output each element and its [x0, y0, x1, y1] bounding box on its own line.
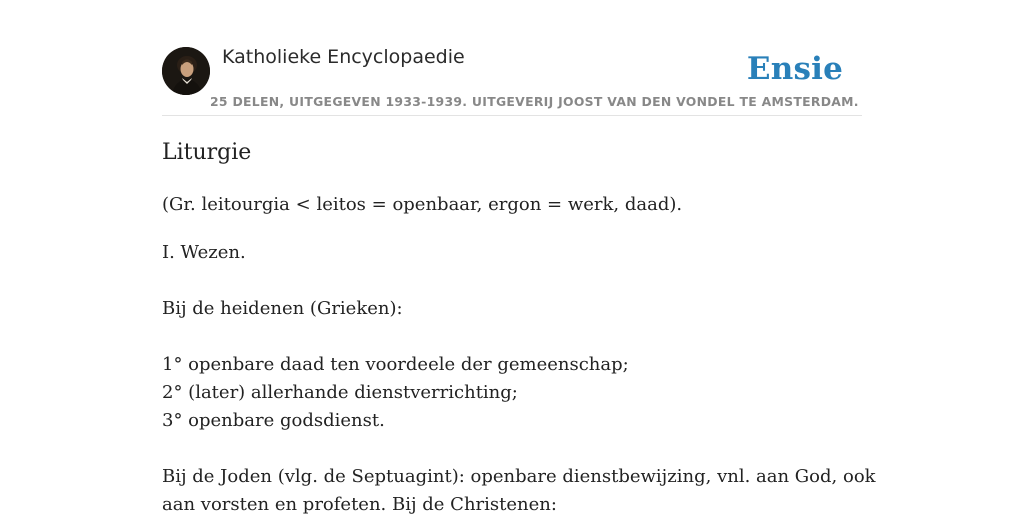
article-body — [162, 239, 876, 519]
body-line: I. Wezen. — [162, 242, 246, 263]
ensie-logo[interactable]: Ensie — [746, 51, 843, 87]
body-line: aan vorsten en profeten. Bij de Christenen: — [162, 494, 557, 515]
page — [162, 0, 876, 515]
body-line: 3° openbare godsdienst. — [162, 410, 385, 431]
body-line — [162, 435, 862, 463]
portrait-avatar-icon — [162, 47, 210, 95]
body-line: 2° (later) allerhande dienstverrichting; — [162, 382, 518, 403]
header — [162, 0, 862, 116]
body-line: Bij de heidenen (Grieken): — [162, 298, 403, 319]
body-line: 1° openbare daad ten voordeele der gemeenschap; — [162, 354, 629, 375]
body-line — [162, 267, 862, 295]
etymology: (Gr. leitourgia < leitos = openbaar, ergon = werk, daad). — [162, 194, 683, 215]
body-line — [162, 323, 862, 351]
body-line: Bij de Joden (vlg. de Septuagint): openbare dienstbewijzing, vnl. aan God, ook — [162, 466, 876, 487]
source-title-link[interactable]: Katholieke Encyclopaedie — [222, 46, 465, 68]
source-subtitle: 25 DELEN, UITGEGEVEN 1933-1939. UITGEVERIJ JOOST VAN DEN VONDEL TE AMSTERDAM. — [210, 94, 859, 109]
avatar[interactable] — [162, 47, 210, 95]
article-title: Liturgie — [162, 140, 252, 165]
